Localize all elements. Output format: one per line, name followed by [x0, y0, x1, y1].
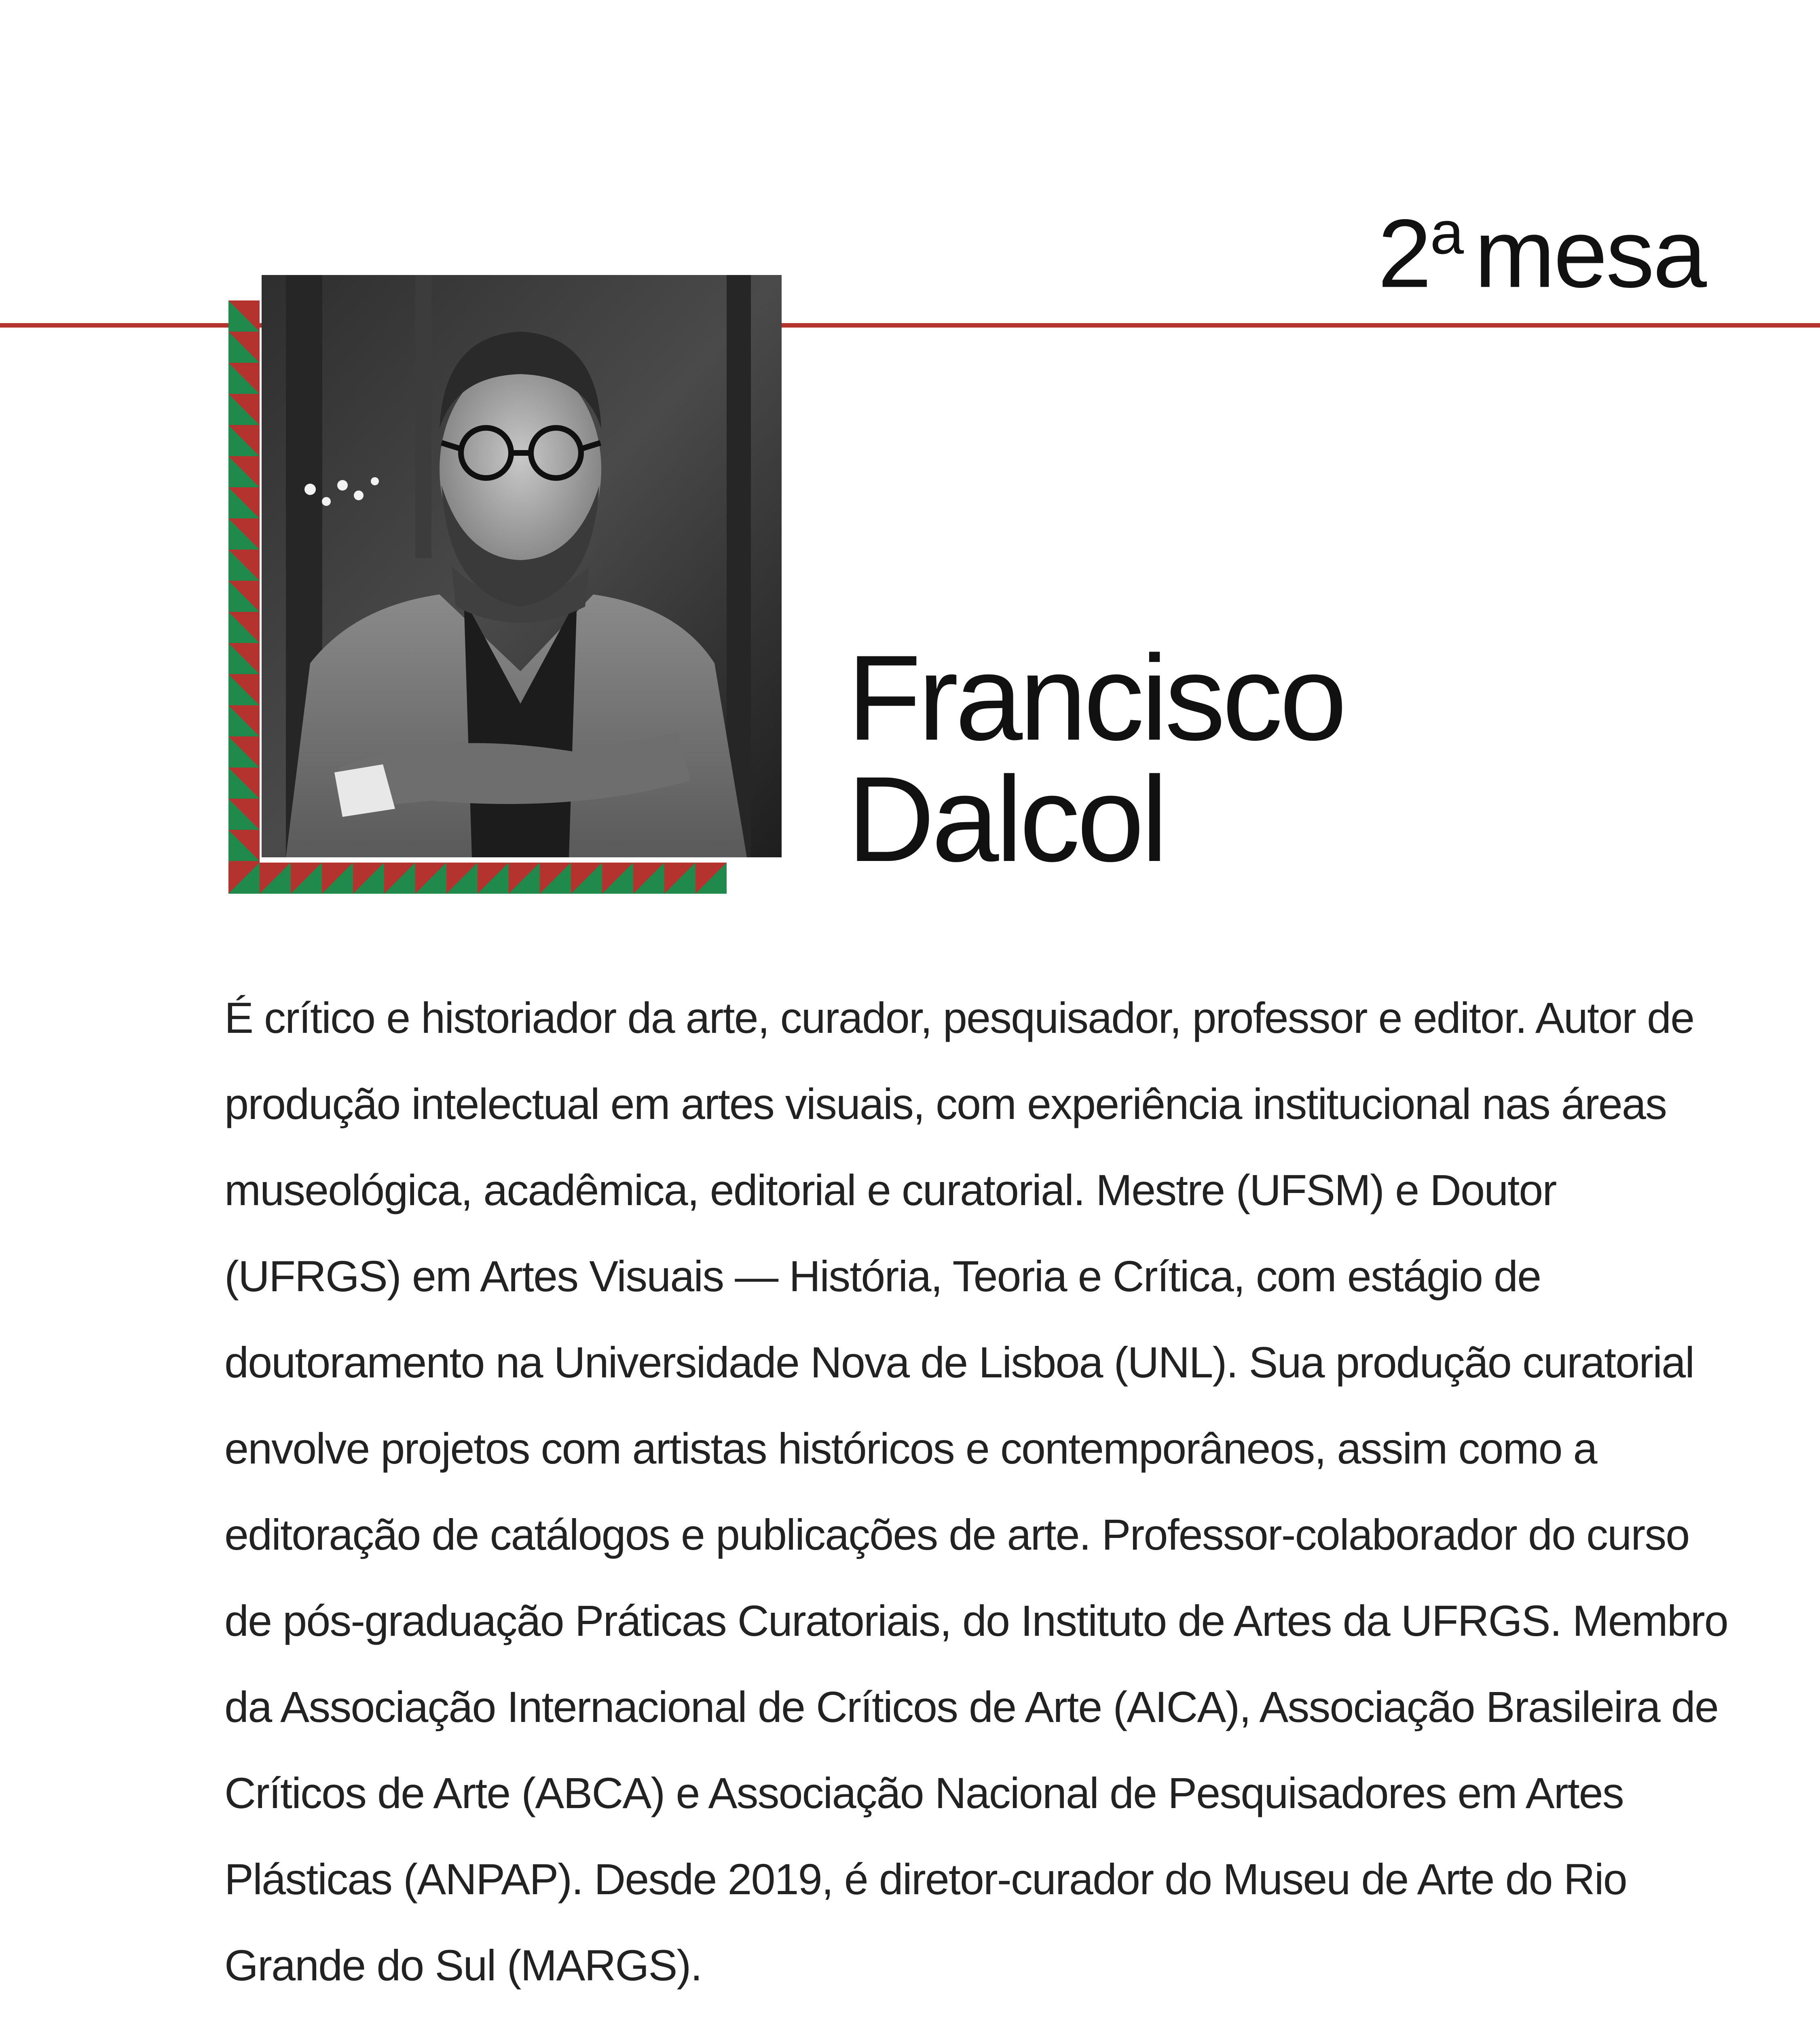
speaker-photo-frame [228, 275, 782, 894]
speaker-bio [224, 975, 1729, 2008]
speaker-portrait [262, 275, 782, 857]
bio-text: É crítico e historiador da arte, curador, pesquisador, professor e editor. Autor de produção intelectual em artes visuais, com experiência institucional nas áreas museológica, acadêmica, editorial e curatorial. Mestre (UFSM) e Doutor (UFRGS) em Artes Visuais — História, Teoria e Crítica, com estágio de doutoramento na Universidade Nova de Lisboa (UNL). Sua produção curatorial envolve projetos com artistas históricos e contemporâneos, assim como a editoração de catálogos e publicações de arte. Professor-colaborador do curso de pós-graduação Práticas Curatoriais, do Instituto de Artes da UFRGS. Membro da Associação Internacional de Críticos de Arte (AICA), Associação Brasileira de Críticos de Arte (ABCA) e Associação Nacional de Pesquisadores em Artes Plásticas (ANPAP). Desde 2019, é diretor-curador do Museu de Arte do Rio Grande do Sul (MARGS). [224, 993, 1728, 1990]
session-label [1378, 199, 1705, 308]
session-word: mesa [1474, 199, 1705, 308]
session-number: 2 [1378, 199, 1430, 308]
speaker-last-name: Dalcol [847, 751, 1165, 887]
portrait-image [262, 275, 782, 857]
speaker-name [847, 630, 1344, 887]
speaker-first-name: Francisco [847, 630, 1344, 766]
session-ordinal: a [1430, 199, 1463, 266]
